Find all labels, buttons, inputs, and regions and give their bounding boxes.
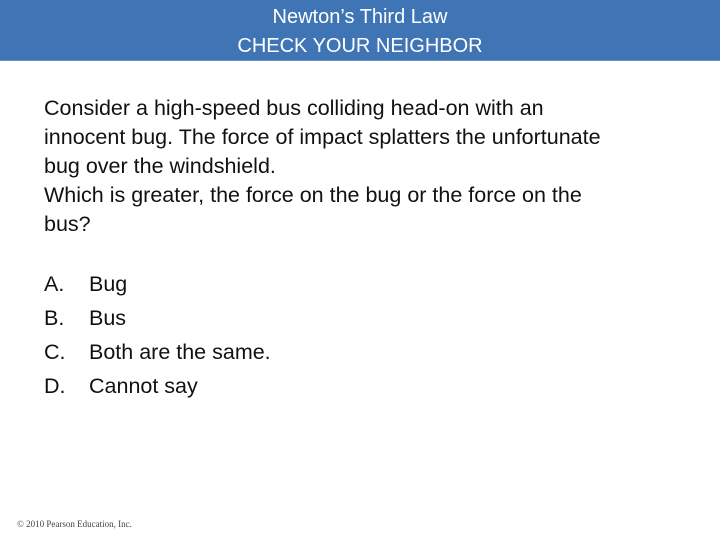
title-bar	[0, 0, 720, 61]
question-line: innocent bug. The force of impact splatters the unfortunate	[44, 125, 601, 149]
slide-title: Newton’s Third Law	[272, 6, 448, 28]
option-text: Cannot say	[89, 374, 198, 398]
answer-option-a	[44, 267, 444, 301]
option-letter: A.	[44, 272, 65, 296]
answer-option-c	[44, 335, 444, 369]
option-letter: B.	[44, 306, 65, 330]
question-text	[44, 94, 684, 239]
slide-subtitle: CHECK YOUR NEIGHBOR	[237, 35, 483, 57]
question-line: Consider a high-speed bus colliding head-on with an	[44, 96, 544, 120]
option-text: Bug	[89, 272, 128, 296]
option-letter: D.	[44, 374, 66, 398]
answer-option-b	[44, 301, 444, 335]
answer-option-d	[44, 369, 444, 403]
copyright-notice: © 2010 Pearson Education, Inc.	[17, 519, 132, 529]
question-line: bug over the windshield.	[44, 154, 276, 178]
option-letter: C.	[44, 340, 66, 364]
option-text: Both are the same.	[89, 340, 271, 364]
question-line: Which is greater, the force on the bug or the force on the	[44, 183, 582, 207]
question-line: bus?	[44, 212, 91, 236]
option-text: Bus	[89, 306, 127, 330]
answer-options	[44, 267, 444, 403]
